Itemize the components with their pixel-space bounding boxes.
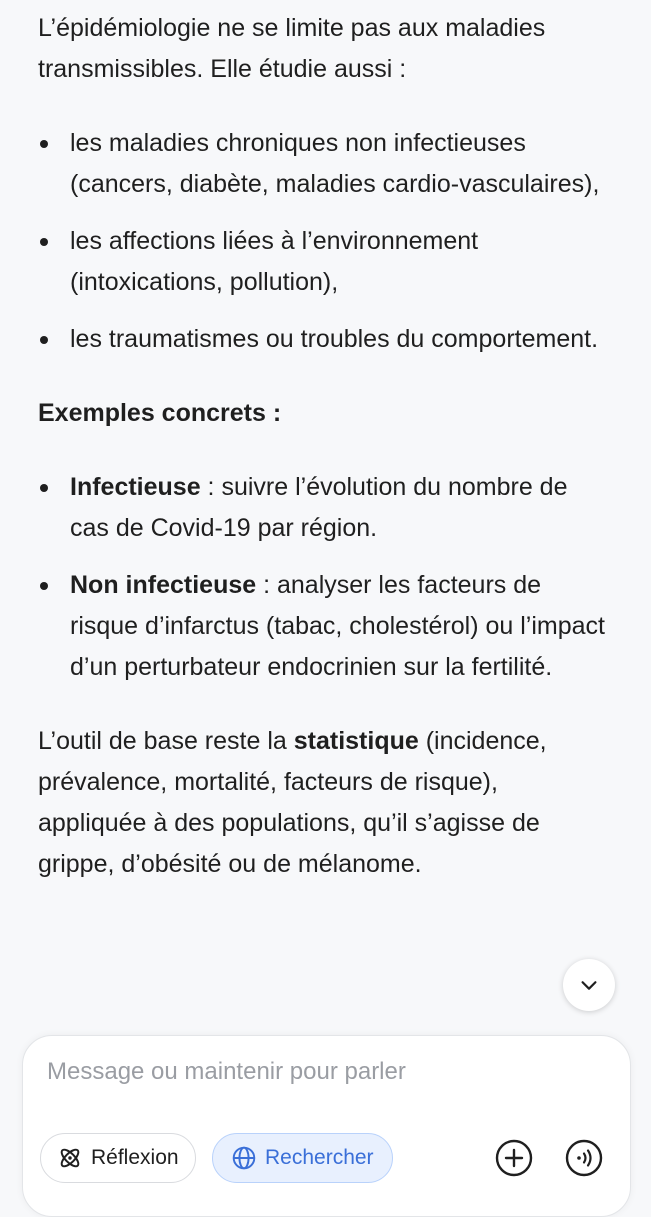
atom-icon — [57, 1145, 83, 1171]
message-input[interactable]: Message ou maintenir pour parler — [47, 1058, 406, 1085]
bullet-dot — [40, 484, 48, 492]
bullet-dot — [40, 582, 48, 590]
reflexion-label: Réflexion — [91, 1146, 179, 1169]
example-text: : suivre l’évolution du nombre de cas de Covid-19 par région. — [70, 473, 568, 542]
conclusion-paragraph — [38, 721, 613, 885]
conclusion-bold: statistique — [293, 727, 419, 755]
examples-list — [38, 467, 613, 688]
example-term: Infectieuse — [70, 473, 201, 501]
conclusion-text: L’outil de base reste la — [38, 727, 294, 755]
list-item-text: les traumatismes ou troubles du comportement. — [70, 325, 599, 353]
list-item-text: les maladies chroniques non infectieuses (cancers, diabète, maladies cardio-vasculaires), — [70, 129, 600, 198]
add-button[interactable] — [495, 1139, 533, 1177]
examples-heading: Exemples concrets : — [38, 399, 282, 427]
plus-circle-icon — [495, 1139, 533, 1177]
list-item — [38, 565, 613, 688]
example-term: Non infectieuse — [70, 571, 257, 599]
chat-message — [38, 8, 613, 918]
recherche-label: Rechercher — [265, 1146, 374, 1169]
message-composer — [22, 1035, 631, 1217]
globe-icon — [231, 1145, 257, 1171]
chevron-down-icon — [578, 974, 600, 996]
list-item — [38, 221, 613, 303]
topics-list — [38, 123, 613, 360]
bullet-dot — [40, 238, 48, 246]
bullet-dot — [40, 336, 48, 344]
list-item — [38, 467, 613, 549]
conclusion-text: (incidence, prévalence, mortalité, facteurs de risque), appliquée à des populations, qu’il s’agisse de grippe, d’obésité ou de mélanome. — [38, 727, 547, 878]
bullet-dot — [40, 140, 48, 148]
recherche-button[interactable] — [212, 1133, 393, 1183]
voice-mode-button[interactable] — [565, 1139, 603, 1177]
example-text: : analyser les facteurs de risque d’infarctus (tabac, cholestérol) ou l’impact d’un perturbateur endocrinien sur la fertilité. — [70, 571, 605, 681]
list-item — [38, 123, 613, 205]
voice-wave-icon — [565, 1139, 603, 1177]
scroll-down-button[interactable] — [563, 959, 615, 1011]
reflexion-button[interactable] — [40, 1133, 196, 1183]
list-item — [38, 319, 613, 360]
intro-paragraph: L’épidémiologie ne se limite pas aux maladies transmissibles. Elle étudie aussi : — [38, 14, 546, 83]
list-item-text: les affections liées à l’environnement (intoxications, pollution), — [70, 227, 479, 296]
